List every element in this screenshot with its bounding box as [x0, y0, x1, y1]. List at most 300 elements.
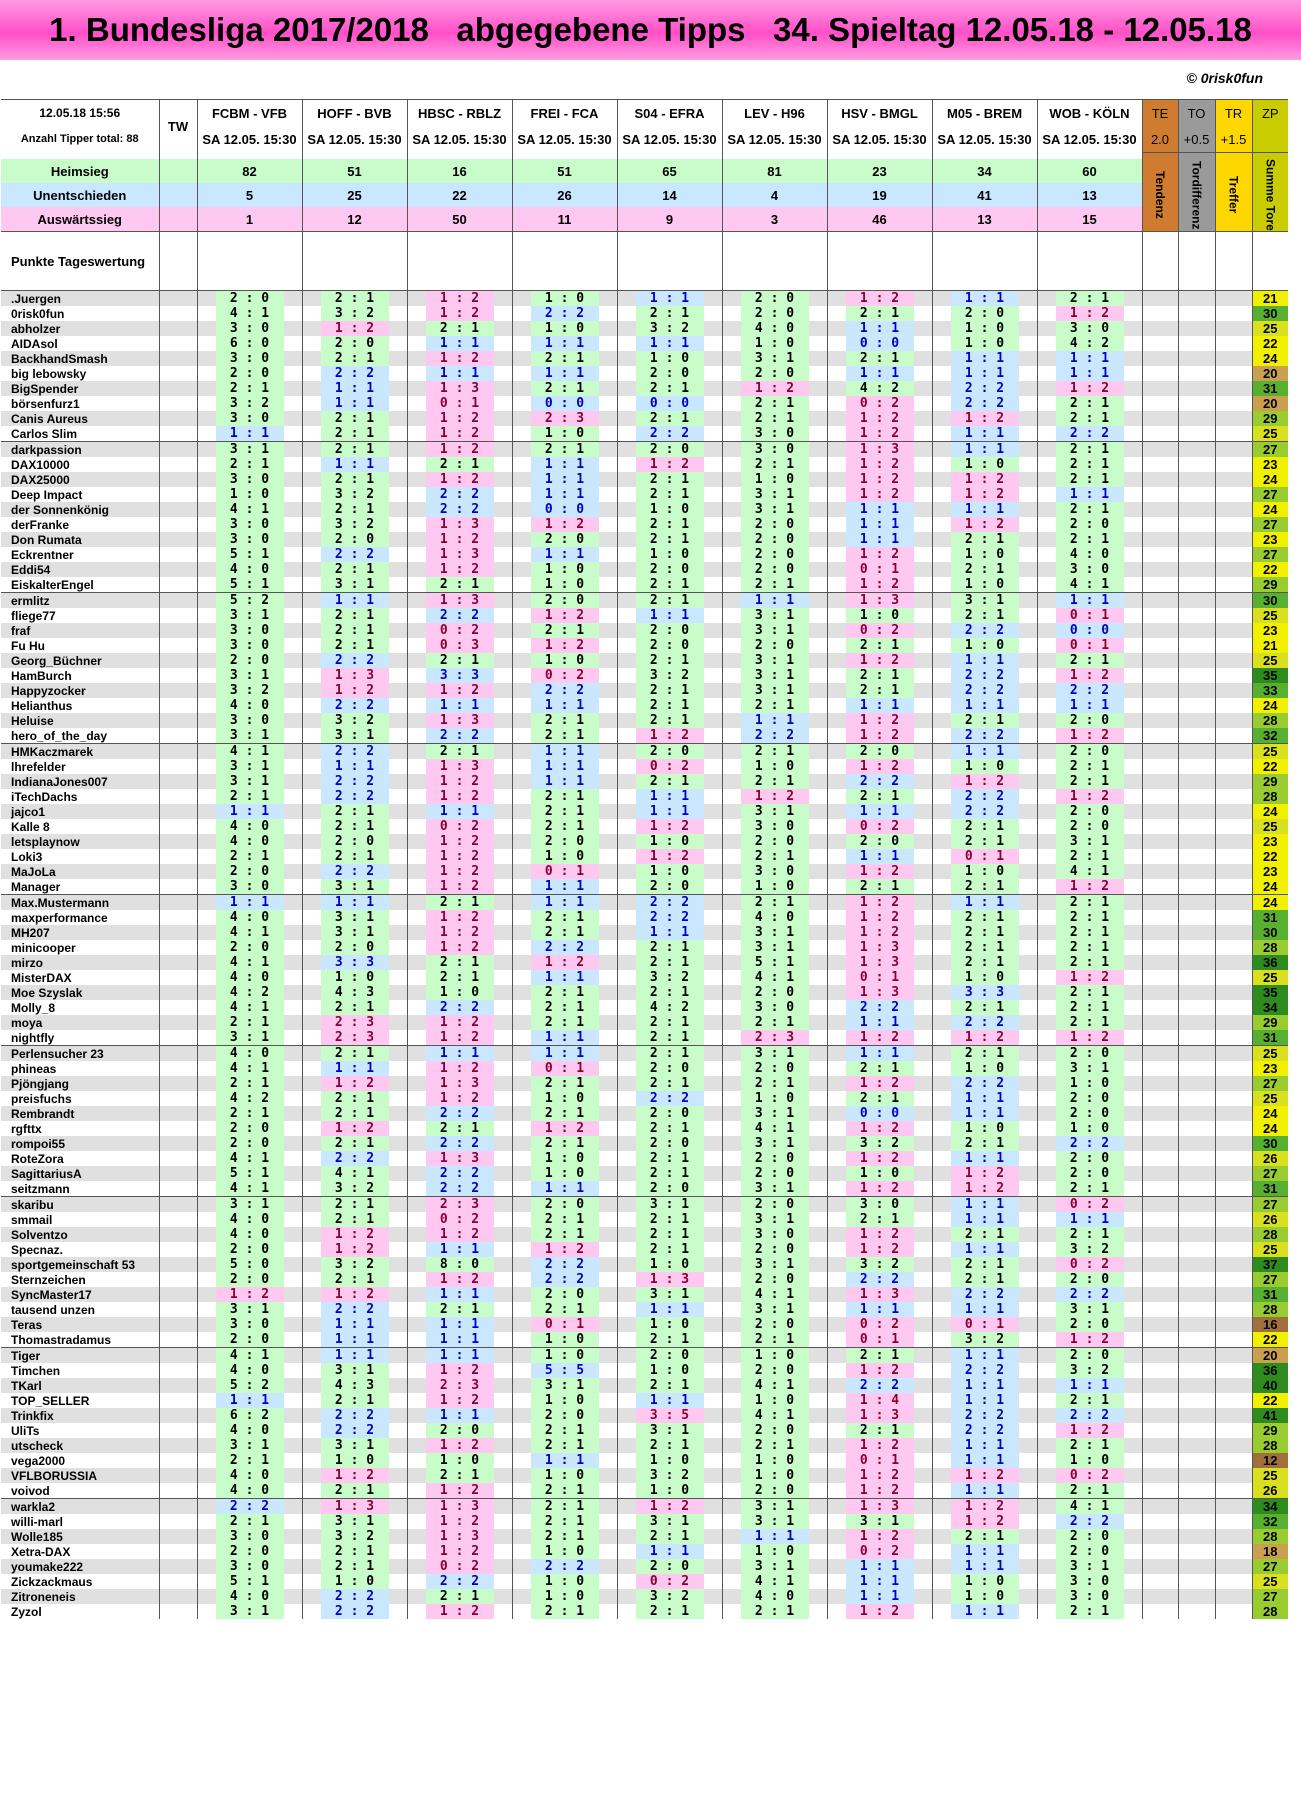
tip-cell: 1 : 1	[302, 1317, 407, 1332]
tip-cell: 2 : 1	[722, 1015, 827, 1030]
tip-cell: 3 : 1	[302, 879, 407, 895]
zp-cell: 24	[1252, 879, 1288, 895]
tip-cell: 2 : 1	[197, 1514, 302, 1529]
tip-cell: 1 : 2	[827, 925, 932, 940]
day-points-row	[1, 232, 1288, 291]
tip-cell: 1 : 0	[512, 321, 617, 336]
tip-cell: 2 : 0	[617, 744, 722, 760]
table-row	[1, 1317, 1288, 1332]
tip-cell: 4 : 1	[197, 925, 302, 940]
tip-cell: 1 : 1	[1037, 1212, 1142, 1227]
tip-cell: 2 : 1	[302, 849, 407, 864]
tip-cell: 2 : 1	[1037, 442, 1142, 458]
zp-cell: 23	[1252, 532, 1288, 547]
tip-cell: 5 : 2	[197, 1378, 302, 1393]
table-row	[1, 1000, 1288, 1015]
tip-cell: 1 : 2	[407, 426, 512, 442]
tip-cell: 2 : 1	[722, 1604, 827, 1619]
tip-cell: 1 : 0	[932, 1121, 1037, 1136]
tip-cell: 2 : 1	[617, 1151, 722, 1166]
tip-cell: 1 : 1	[302, 381, 407, 396]
tip-cell: 2 : 1	[512, 623, 617, 638]
tip-cell: 0 : 2	[407, 819, 512, 834]
tip-cell: 1 : 2	[407, 1604, 512, 1619]
tip-cell: 1 : 1	[512, 1046, 617, 1062]
table-row	[1, 396, 1288, 411]
match-pair: FREI - FCA	[512, 100, 617, 127]
tip-cell: 1 : 2	[1037, 1030, 1142, 1046]
tip-cell: 1 : 2	[302, 1468, 407, 1483]
table-row	[1, 834, 1288, 849]
tip-cell: 1 : 1	[932, 1544, 1037, 1559]
tip-cell: 1 : 3	[827, 593, 932, 609]
tip-cell: 3 : 1	[827, 1514, 932, 1529]
zp-cell: 32	[1252, 1514, 1288, 1529]
tip-cell: 2 : 1	[197, 789, 302, 804]
tip-cell: 2 : 2	[302, 1302, 407, 1317]
tip-cell: 2 : 1	[932, 879, 1037, 895]
tip-cell: 2 : 0	[197, 1272, 302, 1287]
tip-cell: 1 : 3	[827, 1287, 932, 1302]
tip-cell: 4 : 2	[827, 381, 932, 396]
tip-cell: 2 : 2	[302, 1589, 407, 1604]
zp-cell: 25	[1252, 1468, 1288, 1483]
tip-cell: 1 : 2	[932, 411, 1037, 426]
player-name: VFLBORUSSIA	[1, 1468, 159, 1483]
stat-value-away: 11	[512, 207, 617, 232]
player-name: Specnaz.	[1, 1242, 159, 1257]
stat-value-home: 34	[932, 159, 1037, 183]
match-date: SA 12.05. 15:30	[1037, 126, 1142, 153]
points-label-to: Tordifferenz	[1178, 159, 1215, 232]
tw-cell	[159, 925, 197, 940]
tip-cell: 1 : 1	[932, 1378, 1037, 1393]
tip-cell: 1 : 2	[932, 472, 1037, 487]
tip-cell: 2 : 1	[932, 562, 1037, 577]
tw-cell	[159, 940, 197, 955]
zp-cell: 20	[1252, 1348, 1288, 1364]
tip-cell: 2 : 1	[302, 351, 407, 366]
zp-cell: 31	[1252, 910, 1288, 925]
player-name: voivod	[1, 1483, 159, 1499]
tip-cell: 2 : 2	[1037, 1408, 1142, 1423]
tip-cell: 2 : 2	[302, 1423, 407, 1438]
tip-cell: 2 : 2	[302, 1408, 407, 1423]
tip-cell: 1 : 0	[617, 1453, 722, 1468]
player-name: AIDAsol	[1, 336, 159, 351]
tip-cell: 2 : 1	[1037, 1393, 1142, 1408]
tip-cell: 2 : 1	[827, 1212, 932, 1227]
player-name: Helianthus	[1, 698, 159, 713]
tw-cell	[159, 1408, 197, 1423]
tip-cell: 2 : 1	[1037, 925, 1142, 940]
tip-cell: 2 : 1	[302, 1483, 407, 1499]
table-row	[1, 502, 1288, 517]
match-date: SA 12.05. 15:30	[932, 126, 1037, 153]
tip-cell: 2 : 1	[512, 728, 617, 744]
zp-cell: 25	[1252, 321, 1288, 336]
tip-cell: 2 : 1	[617, 1332, 722, 1348]
tw-cell	[159, 442, 197, 458]
tip-cell: 2 : 0	[722, 291, 827, 307]
tip-cell: 4 : 3	[302, 1378, 407, 1393]
tip-cell: 2 : 1	[1037, 396, 1142, 411]
tip-cell: 2 : 1	[827, 683, 932, 698]
table-row	[1, 291, 1288, 307]
tw-cell	[159, 849, 197, 864]
tip-cell: 2 : 0	[1037, 819, 1142, 834]
table-row	[1, 351, 1288, 366]
tw-cell	[159, 547, 197, 562]
tip-cell: 2 : 1	[1037, 1483, 1142, 1499]
player-name: Thomastradamus	[1, 1332, 159, 1348]
tip-cell: 2 : 1	[617, 713, 722, 728]
player-name: RoteZora	[1, 1151, 159, 1166]
tip-cell: 1 : 2	[302, 1227, 407, 1242]
tip-cell: 1 : 1	[407, 1046, 512, 1062]
tip-cell: 2 : 2	[512, 940, 617, 955]
points-label-zp: Summe Tore	[1252, 159, 1288, 232]
tip-cell: 3 : 2	[932, 1332, 1037, 1348]
tip-cell: 1 : 1	[932, 1302, 1037, 1317]
tw-cell	[159, 1468, 197, 1483]
zp-cell: 31	[1252, 1287, 1288, 1302]
tip-cell: 2 : 0	[197, 1242, 302, 1257]
tip-cell: 3 : 0	[1037, 321, 1142, 336]
player-name: fliege77	[1, 608, 159, 623]
tip-cell: 1 : 0	[722, 1393, 827, 1408]
tip-cell: 1 : 1	[932, 744, 1037, 760]
tip-cell: 3 : 1	[197, 759, 302, 774]
tip-cell: 2 : 1	[1037, 955, 1142, 970]
tip-cell: 3 : 0	[197, 1529, 302, 1544]
tip-cell: 1 : 1	[197, 895, 302, 911]
tip-cell: 2 : 1	[1037, 940, 1142, 955]
tip-cell: 3 : 2	[1037, 1363, 1142, 1378]
tip-cell: 2 : 1	[827, 306, 932, 321]
tip-cell: 2 : 2	[617, 910, 722, 925]
tip-cell: 2 : 1	[617, 1166, 722, 1181]
table-row	[1, 1121, 1288, 1136]
tip-cell: 2 : 3	[407, 1197, 512, 1213]
tip-cell: 4 : 1	[722, 1121, 827, 1136]
tip-cell: 1 : 2	[827, 1181, 932, 1197]
tip-cell: 3 : 1	[722, 502, 827, 517]
tip-cell: 1 : 3	[407, 517, 512, 532]
tip-cell: 2 : 1	[302, 1000, 407, 1015]
tw-cell	[159, 608, 197, 623]
player-name: smmail	[1, 1212, 159, 1227]
tip-cell: 1 : 2	[827, 411, 932, 426]
tip-cell: 1 : 2	[407, 532, 512, 547]
tip-cell: 2 : 0	[197, 1332, 302, 1348]
tip-cell: 1 : 1	[512, 879, 617, 895]
player-name: Moe Szyslak	[1, 985, 159, 1000]
tip-cell: 2 : 0	[512, 532, 617, 547]
tip-cell: 2 : 1	[302, 623, 407, 638]
player-name: rompoi55	[1, 1136, 159, 1151]
tip-cell: 3 : 2	[302, 1529, 407, 1544]
table-row	[1, 970, 1288, 985]
tip-cell: 3 : 1	[302, 1514, 407, 1529]
tip-cell: 2 : 1	[617, 683, 722, 698]
player-name: Kalle 8	[1, 819, 159, 834]
tip-cell: 1 : 1	[512, 895, 617, 911]
tip-cell: 1 : 0	[512, 1544, 617, 1559]
tip-cell: 2 : 1	[512, 1438, 617, 1453]
tip-cell: 1 : 2	[827, 864, 932, 879]
tw-cell	[159, 381, 197, 396]
tip-cell: 2 : 2	[407, 1000, 512, 1015]
player-name: sportgemeinschaft 53	[1, 1257, 159, 1272]
player-name: SagittariusA	[1, 1166, 159, 1181]
tip-cell: 1 : 0	[512, 426, 617, 442]
tip-cell: 2 : 1	[1037, 895, 1142, 911]
tip-cell: 3 : 1	[302, 925, 407, 940]
tip-cell: 3 : 0	[197, 351, 302, 366]
tip-cell: 1 : 0	[932, 1061, 1037, 1076]
tw-cell	[159, 457, 197, 472]
tip-cell: 1 : 0	[932, 547, 1037, 562]
tip-cell: 2 : 1	[1037, 1181, 1142, 1197]
tip-cell: 2 : 0	[722, 547, 827, 562]
table-row	[1, 1499, 1288, 1515]
tip-cell: 1 : 0	[1037, 1453, 1142, 1468]
tip-cell: 1 : 2	[932, 1514, 1037, 1529]
player-name: Trinkfix	[1, 1408, 159, 1423]
tip-cell: 3 : 5	[617, 1408, 722, 1423]
tip-cell: 1 : 2	[617, 849, 722, 864]
tip-cell: 3 : 0	[722, 426, 827, 442]
tw-cell	[159, 1212, 197, 1227]
zp-cell: 40	[1252, 1378, 1288, 1393]
tip-cell: 1 : 2	[407, 411, 512, 426]
table-row	[1, 336, 1288, 351]
table-row	[1, 728, 1288, 744]
tip-cell: 2 : 1	[932, 940, 1037, 955]
tip-cell: 4 : 1	[197, 502, 302, 517]
tip-cell: 1 : 0	[932, 1589, 1037, 1604]
table-row	[1, 562, 1288, 577]
tip-cell: 1 : 0	[617, 547, 722, 562]
tip-cell: 1 : 1	[302, 895, 407, 911]
tip-cell: 2 : 0	[722, 985, 827, 1000]
tip-cell: 1 : 1	[512, 759, 617, 774]
zp-cell: 22	[1252, 759, 1288, 774]
tip-cell: 1 : 1	[407, 1332, 512, 1348]
tip-cell: 2 : 2	[302, 789, 407, 804]
zp-cell: 27	[1252, 1076, 1288, 1091]
tip-cell: 1 : 1	[407, 1242, 512, 1257]
tip-cell: 3 : 1	[302, 1438, 407, 1453]
player-name: big lebowsky	[1, 366, 159, 381]
tip-cell: 1 : 1	[407, 1287, 512, 1302]
tip-cell: 2 : 2	[407, 502, 512, 517]
zp-cell: 27	[1252, 1272, 1288, 1287]
tip-cell: 1 : 0	[197, 487, 302, 502]
tip-cell: 1 : 2	[932, 487, 1037, 502]
tip-cell: 1 : 0	[722, 1091, 827, 1106]
tip-cell: 2 : 1	[407, 1589, 512, 1604]
table-row	[1, 1106, 1288, 1121]
tw-cell	[159, 1046, 197, 1062]
tip-cell: 1 : 1	[932, 1559, 1037, 1574]
table-row	[1, 1514, 1288, 1529]
tip-cell: 1 : 3	[407, 547, 512, 562]
zp-cell: 24	[1252, 472, 1288, 487]
tip-cell: 2 : 2	[827, 1378, 932, 1393]
table-row	[1, 940, 1288, 955]
player-name: utscheck	[1, 1438, 159, 1453]
tip-cell: 1 : 1	[932, 698, 1037, 713]
table-row	[1, 306, 1288, 321]
tw-cell	[159, 1393, 197, 1408]
tip-cell: 0 : 2	[827, 623, 932, 638]
tip-cell: 2 : 0	[197, 1121, 302, 1136]
tip-cell: 1 : 1	[512, 487, 617, 502]
tip-cell: 1 : 1	[827, 698, 932, 713]
table-row	[1, 1408, 1288, 1423]
tip-cell: 1 : 1	[827, 1574, 932, 1589]
tip-cell: 2 : 1	[1037, 1227, 1142, 1242]
tip-cell: 2 : 1	[1037, 985, 1142, 1000]
tip-cell: 4 : 1	[722, 1378, 827, 1393]
table-row	[1, 1287, 1288, 1302]
tip-cell: 3 : 0	[722, 864, 827, 879]
tw-cell	[159, 1317, 197, 1332]
tip-cell: 1 : 1	[302, 1348, 407, 1364]
tip-cell: 2 : 1	[302, 608, 407, 623]
zp-cell: 20	[1252, 396, 1288, 411]
tip-cell: 1 : 1	[617, 789, 722, 804]
tip-cell: 1 : 0	[932, 321, 1037, 336]
zp-cell: 24	[1252, 1106, 1288, 1121]
tip-cell: 1 : 0	[617, 1317, 722, 1332]
tip-cell: 1 : 1	[827, 321, 932, 336]
player-name: maxperformance	[1, 910, 159, 925]
tip-cell: 0 : 2	[827, 396, 932, 411]
tip-cell: 2 : 1	[932, 713, 1037, 728]
tip-cell: 2 : 2	[932, 396, 1037, 411]
tip-cell: 2 : 0	[302, 532, 407, 547]
tip-cell: 1 : 1	[512, 698, 617, 713]
zp-cell: 28	[1252, 789, 1288, 804]
tip-cell: 0 : 1	[827, 1453, 932, 1468]
tip-cell: 1 : 2	[1037, 789, 1142, 804]
tip-cell: 2 : 1	[617, 985, 722, 1000]
tip-cell: 3 : 3	[407, 668, 512, 683]
tw-cell	[159, 517, 197, 532]
tip-cell: 2 : 0	[1037, 713, 1142, 728]
table-row	[1, 985, 1288, 1000]
match-date: SA 12.05. 15:30	[617, 126, 722, 153]
tip-cell: 2 : 1	[197, 1453, 302, 1468]
tip-cell: 1 : 0	[1037, 1121, 1142, 1136]
tip-cell: 1 : 2	[827, 895, 932, 911]
table-row	[1, 789, 1288, 804]
tip-cell: 2 : 1	[512, 1529, 617, 1544]
tip-cell: 1 : 1	[407, 366, 512, 381]
stat-value-home: 65	[617, 159, 722, 183]
player-name: EiskalterEngel	[1, 577, 159, 593]
tip-cell: 2 : 0	[512, 834, 617, 849]
tip-cell: 3 : 0	[722, 1227, 827, 1242]
tip-cell: 2 : 2	[932, 623, 1037, 638]
tip-cell: 2 : 1	[722, 1332, 827, 1348]
tw-cell	[159, 1030, 197, 1046]
tip-cell: 1 : 1	[617, 804, 722, 819]
tip-cell: 3 : 1	[722, 1046, 827, 1062]
tip-cell: 1 : 0	[512, 1151, 617, 1166]
tip-cell: 3 : 1	[722, 487, 827, 502]
tip-cell: 4 : 1	[722, 970, 827, 985]
player-name: Timchen	[1, 1363, 159, 1378]
tip-cell: 2 : 0	[827, 834, 932, 849]
tip-cell: 2 : 1	[722, 1076, 827, 1091]
zp-cell: 28	[1252, 1604, 1288, 1619]
player-name: darkpassion	[1, 442, 159, 458]
tip-cell: 3 : 1	[197, 442, 302, 458]
tw-cell	[159, 895, 197, 911]
tip-cell: 0 : 2	[1037, 1257, 1142, 1272]
player-name: HamBurch	[1, 668, 159, 683]
player-name: Georg_Büchner	[1, 653, 159, 668]
tip-cell: 1 : 0	[617, 864, 722, 879]
tip-cell: 0 : 1	[932, 1317, 1037, 1332]
tip-cell: 1 : 3	[827, 940, 932, 955]
tip-cell: 3 : 2	[1037, 1242, 1142, 1257]
zp-cell: 28	[1252, 1227, 1288, 1242]
tip-cell: 6 : 0	[197, 336, 302, 351]
tip-cell: 1 : 0	[722, 879, 827, 895]
tip-cell: 3 : 2	[827, 1136, 932, 1151]
tip-cell: 4 : 0	[197, 1046, 302, 1062]
tip-cell: 3 : 2	[302, 306, 407, 321]
player-name: Zyzol	[1, 1604, 159, 1619]
tip-cell: 2 : 2	[1037, 1287, 1142, 1302]
tw-cell	[159, 759, 197, 774]
tw-cell	[159, 593, 197, 609]
tip-cell: 1 : 1	[827, 1046, 932, 1062]
tip-cell: 4 : 2	[197, 985, 302, 1000]
tip-cell: 2 : 0	[197, 1136, 302, 1151]
tip-cell: 1 : 0	[932, 457, 1037, 472]
tip-cell: 4 : 1	[197, 955, 302, 970]
tip-cell: 1 : 1	[512, 744, 617, 760]
tw-cell	[159, 910, 197, 925]
tip-cell: 2 : 1	[1037, 849, 1142, 864]
tip-cell: 1 : 1	[932, 291, 1037, 307]
tip-cell: 1 : 1	[512, 457, 617, 472]
tw-cell	[159, 1136, 197, 1151]
tip-cell: 2 : 1	[827, 638, 932, 653]
tip-cell: 1 : 1	[932, 653, 1037, 668]
tip-cell: 2 : 1	[1037, 1438, 1142, 1453]
tip-cell: 2 : 2	[932, 728, 1037, 744]
tw-cell	[159, 683, 197, 698]
tw-cell	[159, 1181, 197, 1197]
tip-cell: 2 : 1	[512, 1076, 617, 1091]
tip-cell: 2 : 1	[512, 819, 617, 834]
player-name: DAX25000	[1, 472, 159, 487]
tip-cell: 1 : 1	[1037, 351, 1142, 366]
tip-cell: 1 : 2	[1037, 728, 1142, 744]
tip-cell: 1 : 1	[617, 1302, 722, 1317]
tip-cell: 3 : 2	[827, 1257, 932, 1272]
points-code-to: TO	[1178, 100, 1215, 127]
tip-cell: 2 : 1	[512, 1483, 617, 1499]
stat-value-away: 12	[302, 207, 407, 232]
